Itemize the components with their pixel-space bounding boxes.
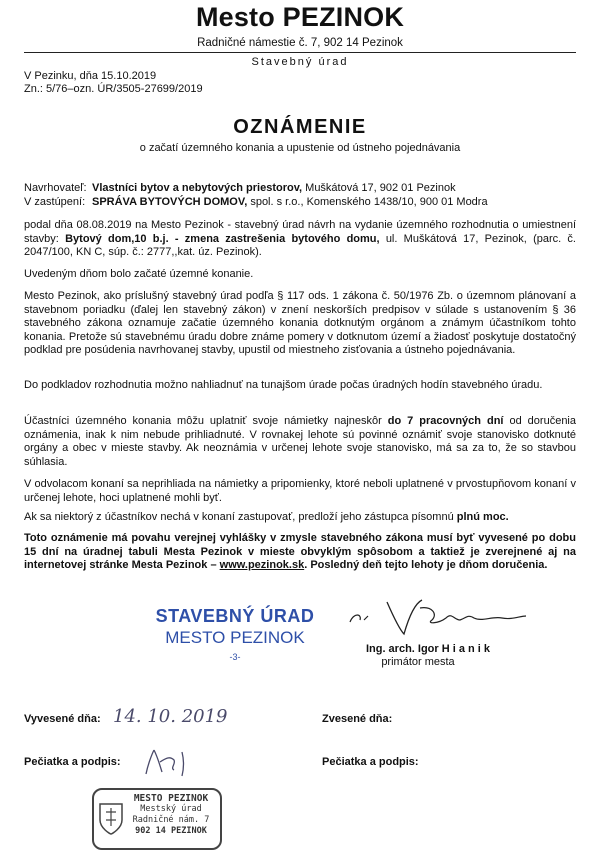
p8-text: Toto oznámenie má povahu verejnej vyhlášky v zmysle stavebného zákona musí byť vyvesené po dobu 15 dní na úradnej tabuli Mesta Pezinok v mieste obvyklým spôsobom a taktiež je zverejnené aj na internetovej stránke Mesta Pezinok – xyxy=(24,532,576,571)
p5-deadline: do 7 pracovných dní xyxy=(387,415,504,427)
representative-name: SPRÁVA BYTOVÝCH DOMOV, xyxy=(92,196,248,208)
applicant-row xyxy=(24,182,576,196)
applicant-name: Vlastníci bytov a nebytových priestorov, xyxy=(92,182,303,194)
website-link[interactable]: www.pezinok.sk xyxy=(219,559,305,571)
municipal-stamp xyxy=(92,788,222,850)
applicant-address: Muškátová 17, 902 01 Pezinok xyxy=(302,182,456,194)
city-address: Radničné námestie č. 7, 902 14 Pezinok xyxy=(197,37,403,49)
office-stamp-line2: MESTO PEZINOK xyxy=(165,628,305,647)
paragraph-representation xyxy=(24,511,576,525)
stamp-signature-label-right: Pečiatka a podpis: xyxy=(322,756,419,768)
notice-subtitle: o začatí územného konania a upustenie od ústneho pojednávania xyxy=(139,142,461,154)
p1-location: ul. Muškátová 17, Pezinok, (parc. č. 2047/100, KN C, súp. č.: 2777,,kat. úz. Pezinok). xyxy=(24,232,576,258)
p5-rest: od doručenia oznámenia, inak k nim nebude prihliadnuté. V rovnakej lehote sú povinné oznámiť svoje stanovisko dotknuté orgány a obec v mieste stavby. Ak neoznámia v určenej lehote svoje stanovisko, má sa za to, že so stavbou súhlasia. xyxy=(24,415,576,468)
paragraph-authority: Mesto Pezinok, ako príslušný stavebný úrad podľa § 117 ods. 1 zákona č. 50/1976 Zb. o územnom plánovaní a stavebnom poriadku (ďalej len stavebný zákon) v znení neskorších predpisov v súlade s ustanovením § 36 stavebného zákona oznamuje začatie územného konania dotknutým orgánom a známym účastníkom tohto konania. Pretože sú stavebnému úradu dobre známe pomery v dotknutom území a žiadosť poskytuje dostatočný podklad pre posúdenia navrhovanej stavby, upustil od miestneho zisťovania a ústneho pojednávania. xyxy=(24,290,576,356)
p5-text: Účastníci územného konania môžu uplatniť svoje námietky najneskôr xyxy=(24,415,388,427)
p7-power-of-attorney: plnú moc. xyxy=(456,511,509,523)
stamp-line-2: Mestský úrad xyxy=(140,804,202,814)
applicant-label: Navrhovateľ: xyxy=(24,182,87,194)
p7-text: Ak sa niektorý z účastníkov nechá v konaní zastupovať, predloží jeho zástupca písomnú xyxy=(24,511,457,523)
place-date: V Pezinku, dňa 15.10.2019 xyxy=(24,70,157,82)
reference-number: Zn.: 5/76–ozn. ÚR/3505-27699/2019 xyxy=(24,83,203,95)
p1-text: podal dňa 08.08.2019 na Mesto Pezinok - stavebný úrad návrh na vydanie územného rozhodnutia o umiestnení stavby: xyxy=(24,219,576,245)
posted-date: 14. 10. 2019 xyxy=(113,706,228,727)
signatory-name: Ing. arch. Igor H i a n i k xyxy=(365,643,491,655)
office-name: Stavebný úrad xyxy=(251,56,349,68)
paragraph-documents: Do podkladov rozhodnutia možno nahliadnuť na tunajšom úrade počas úradných hodín stavebného úradu. xyxy=(24,379,543,391)
paragraph-objections xyxy=(24,415,576,469)
paragraph-public-notice xyxy=(24,532,576,573)
coat-of-arms-icon xyxy=(98,802,124,836)
office-stamp-line1: STAVEBNÝ ÚRAD xyxy=(155,606,315,626)
signatory-role: primátor mesta xyxy=(381,656,455,668)
representative-label: V zastúpení: xyxy=(24,196,86,208)
header-divider xyxy=(24,52,576,53)
paragraph-started: Uvedeným dňom bolo začaté územné konanie. xyxy=(24,268,254,280)
notice-title: OZNÁMENIE xyxy=(233,116,367,138)
paragraph-appeal: V odvolacom konaní sa neprihliada na námietky a pripomienky, ktoré neboli uplatnené v prvostupňovom konaní v určenej lehote, hoci uplatnené mohli byť. xyxy=(24,478,576,504)
paragraph-application xyxy=(24,219,576,260)
stamp-signature-label-left: Pečiatka a podpis: xyxy=(24,756,121,768)
office-stamp-number: -3- xyxy=(229,652,241,662)
removed-label: Zvesené dňa: xyxy=(322,713,393,725)
representative-row xyxy=(24,196,576,210)
stamp-line-3: Radničné nám. 7 xyxy=(132,815,210,825)
stamp-line-1: MESTO PEZINOK xyxy=(133,793,209,804)
clerk-signature xyxy=(140,744,200,778)
p8-rest: . Posledný deň tejto lehoty je dňom doručenia. xyxy=(304,559,548,571)
city-title: Mesto PEZINOK xyxy=(195,2,405,32)
stamp-line-4: 902 14 PEZINOK xyxy=(135,826,207,836)
p1-building: Bytový dom,10 b.j. - zmena zastrešenia bytového domu, xyxy=(65,232,380,245)
representative-address: spol. s r.o., Komenského 1438/10, 900 01 Modra xyxy=(247,196,488,208)
posted-label: Vyvesené dňa: xyxy=(24,713,101,725)
mayor-signature xyxy=(342,590,532,640)
